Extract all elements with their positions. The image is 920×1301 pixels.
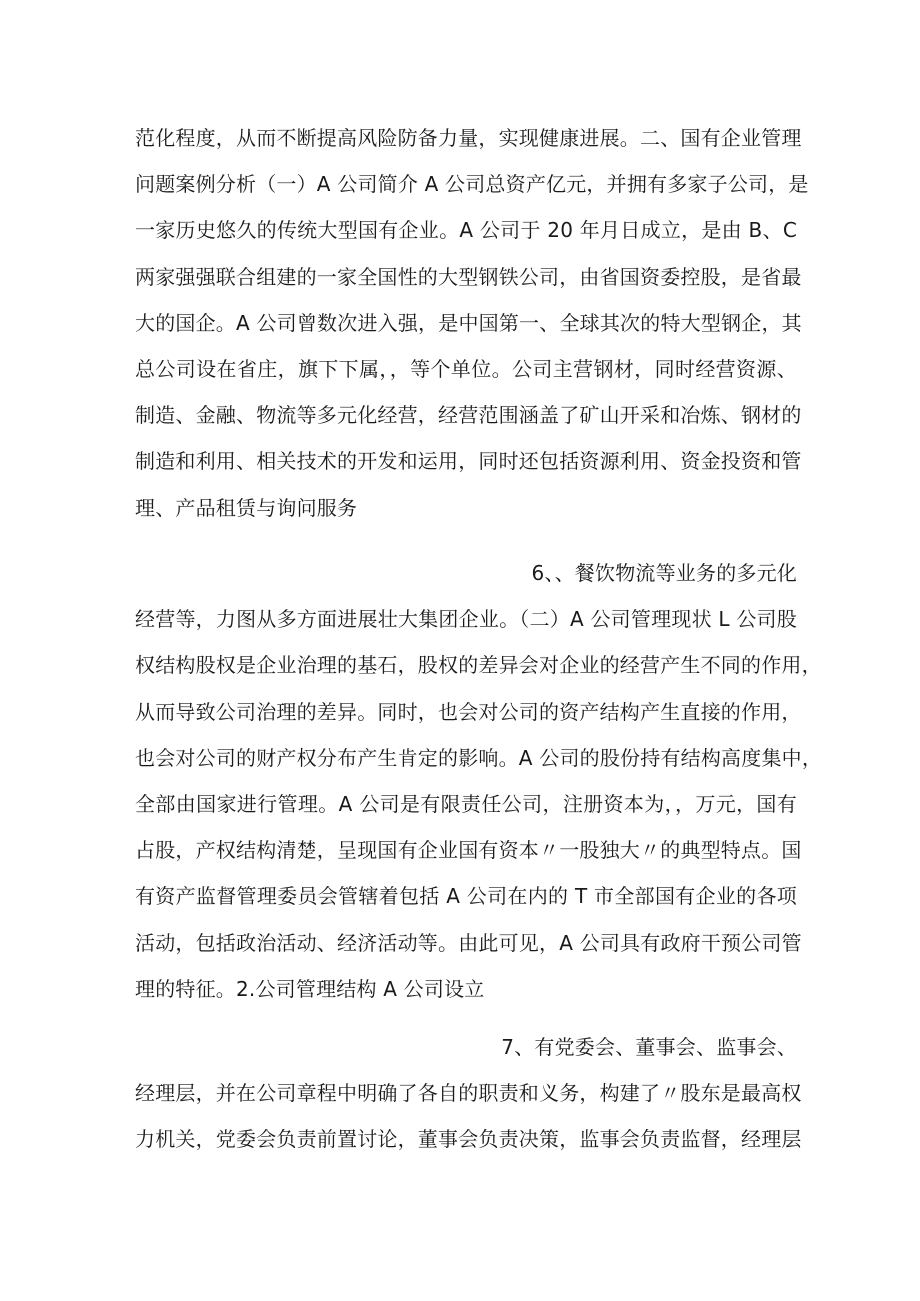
- text-line: 大的国企。A 公司曾数次进入强，是中国第一、全球其次的特大型钢企，其: [135, 310, 802, 335]
- paragraph-management-status: [135, 550, 823, 1012]
- text-line: 力机关，党委会负责前置讨论，董事会负责决策，监事会负责监督，经理层: [135, 1127, 802, 1152]
- numbered-item-7: 7、有党委会、董事会、监事会、: [501, 1035, 797, 1059]
- text-line: 制造、金融、物流等多元化经营，经营范围涵盖了矿山开采和冶炼、钢材的: [135, 403, 802, 428]
- text-line: 活动，包括政治活动、经济活动等。由此可见，A 公司具有政府干预公司管: [135, 930, 802, 955]
- text-line: 理、产品租赁与询问服务: [135, 495, 358, 520]
- text-line: 权结构股权是企业治理的基石，股权的差异会对企业的经营产生不同的作用，: [135, 653, 822, 678]
- paragraph-company-profile: [135, 115, 809, 531]
- text-line: 有资产监督管理委员会管辖着包括 A 公司在内的 T 市全部国有企业的各项: [135, 884, 797, 909]
- text-line: 范化程度，从而不断提高风险防备力量，实现健康进展。二、国有企业管理: [135, 126, 802, 150]
- text-line: 制造和利用、相关技术的开发和运用，同时还包括资源利用、资金投资和管: [135, 449, 802, 474]
- text-line: 经理层，并在公司章程中明确了各自的职责和义务，构建了〃股东是最高权: [135, 1081, 802, 1106]
- numbered-item-6: 6、、餐饮物流等业务的多元化: [531, 561, 797, 585]
- text-line: 全部由国家进行管理。A 公司是有限责任公司，注册资本为，，万元，国有: [135, 791, 797, 816]
- text-line: 也会对公司的财产权分布产生肯定的影响。A 公司的股份持有结构高度集中，: [135, 745, 823, 770]
- text-line: 理的特征。2.公司管理结构 A 公司设立: [135, 976, 485, 1001]
- text-line: 问题案例分析（一）A 公司简介 A 公司总资产亿元，并拥有多家子公司，是: [135, 172, 809, 197]
- text-line: 占股，产权结构清楚，呈现国有企业国有资本〃一股独大〃的典型特点。国: [135, 838, 802, 863]
- text-line: 总公司设在省庄，旗下下属，，等个单位。公司主营钢材，同时经营资源、: [135, 356, 797, 381]
- text-line: 从而导致公司治理的差异。同时，也会对公司的资产结构产生直接的作用，: [135, 699, 802, 724]
- paragraph-governance-structure: [135, 1024, 802, 1163]
- text-line: 两家强强联合组建的一家全国性的大型钢铁公司，由省国资委控股，是省最: [135, 264, 802, 289]
- text-line: 经营等，力图从多方面进展壮大集团企业。（二）A 公司管理现状 L 公司股: [135, 607, 797, 632]
- text-line: 一家历史悠久的传统大型国有企业。A 公司于 20 年月日成立，是由 B、C: [135, 218, 797, 243]
